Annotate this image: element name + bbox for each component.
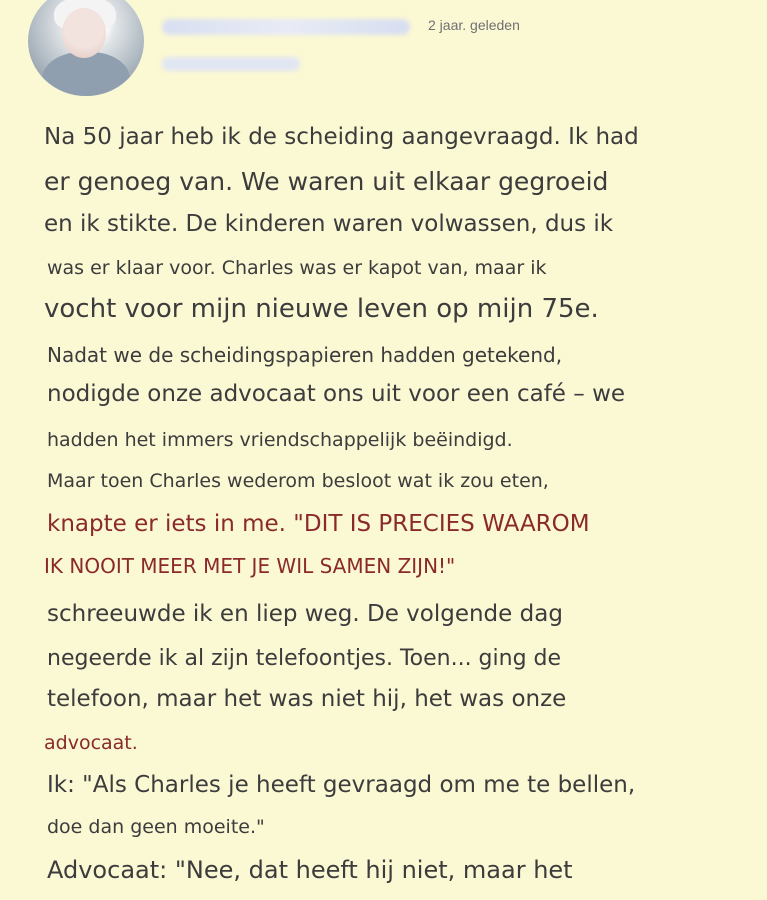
comment-line-8: hadden het immers vriendschappelijk beëindigd.	[47, 429, 513, 451]
comment-line-5: vocht voor mijn nieuwe leven op mijn 75e.	[44, 294, 599, 324]
comment-line-9: Maar toen Charles wederom besloot wat ik zou eten,	[47, 470, 549, 492]
blurred-user-handle	[162, 57, 300, 71]
comment-timestamp[interactable]: 2 jaar. geleden	[428, 17, 520, 33]
comment-line-18: Advocaat: "Nee, dat heeft hij niet, maar het	[47, 856, 573, 884]
comment-line-11-highlight: IK NOOIT MEER MET JE WIL SAMEN ZIJN!"	[44, 554, 456, 578]
comment-line-4: was er klaar voor. Charles was er kapot van, maar ik	[47, 257, 547, 279]
blurred-username[interactable]	[162, 19, 410, 35]
comment-line-2: er genoeg van. We waren uit elkaar gegroeid	[44, 167, 609, 196]
avatar-face	[62, 8, 106, 58]
comment-line-17: doe dan geen moeite."	[47, 816, 265, 838]
comment-line-16: Ik: "Als Charles je heeft gevraagd om me te bellen,	[47, 772, 636, 798]
comment-line-10-highlight: knapte er iets in me. "DIT IS PRECIES WAAROM	[47, 511, 590, 537]
avatar-body	[42, 52, 130, 96]
comment-line-15-highlight: advocaat.	[44, 732, 138, 754]
user-avatar[interactable]	[28, 0, 144, 96]
comment-line-1: Na 50 jaar heb ik de scheiding aangevraagd. Ik had	[44, 124, 639, 150]
comment-line-6: Nadat we de scheidingspapieren hadden getekend,	[47, 343, 563, 367]
comment-line-7: nodigde onze advocaat ons uit voor een café – we	[47, 381, 626, 407]
comment-line-3: en ik stikte. De kinderen waren volwassen, dus ik	[44, 211, 614, 237]
comment-line-12: schreeuwde ik en liep weg. De volgende dag	[47, 601, 563, 627]
comment-line-14: telefoon, maar het was niet hij, het was onze	[47, 686, 567, 712]
comment-line-13: negeerde ik al zijn telefoontjes. Toen... ging de	[47, 646, 562, 671]
